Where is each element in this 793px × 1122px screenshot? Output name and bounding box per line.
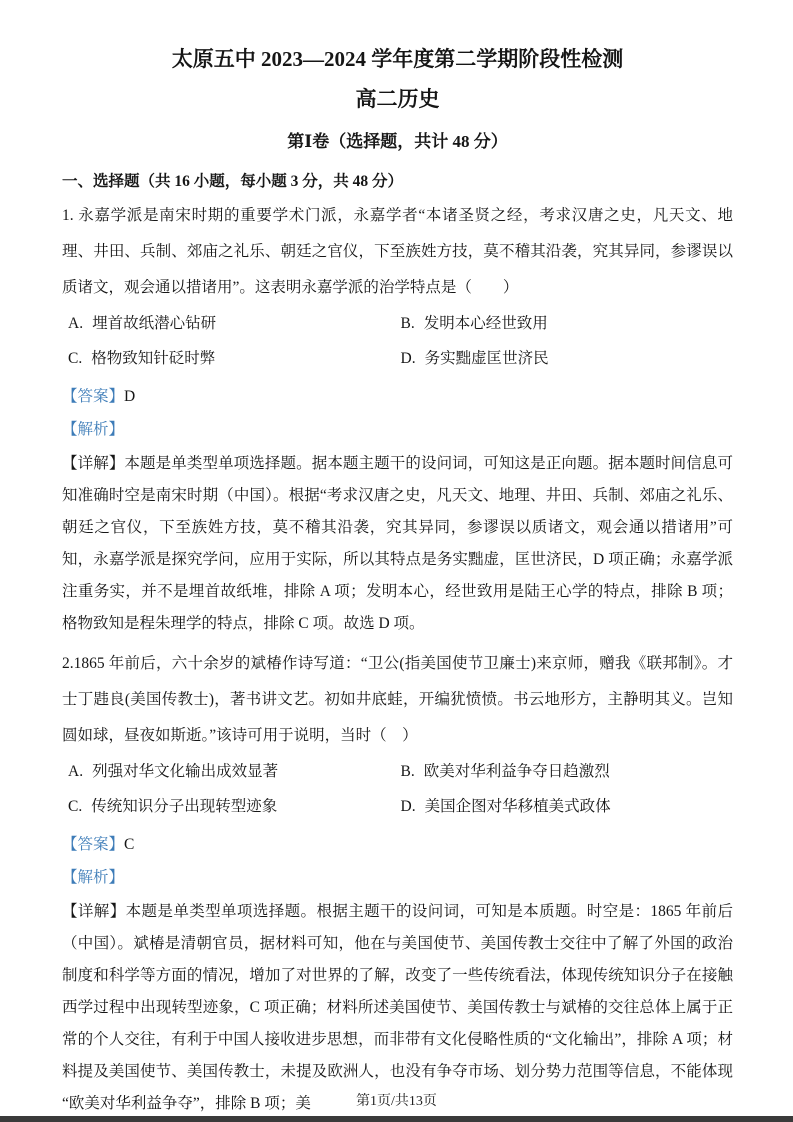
option-key: C. [68,798,83,815]
option-text: 格物致知针砭时弊 [91,350,216,367]
page-separator-bar [0,1116,793,1122]
question-1 [62,198,733,640]
option-text: 传统知识分子出现转型迹象 [91,798,278,815]
option-key: A. [68,315,84,332]
question-1-answer-line [62,380,733,413]
option-a [68,754,401,789]
exam-title: 太原五中 2023—2024 学年度第二学期阶段性检测 [171,47,624,71]
option-d [401,789,734,824]
option-text: 列强对华文化输出成效显著 [92,763,279,780]
answer-value: D [124,388,136,405]
question-2-stem: 2.1865 年前后，六十余岁的斌椿作诗写道：“卫公(指美国使节卫廉士)来京师，赠我《联邦制》。才士丁韪良(美国传教士)，著书讲文艺。初如井底蛙，开编犹愤愤。书云地形方，主静明其义。岂知圆如球，昼夜如斯逝。”该诗可用于说明，当时（ ） [62,655,733,744]
answer-label: 【答案】 [62,388,125,405]
question-1-detail: 【详解】本题是单类型单项选择题。据本题主题干的设问词，可知这是正向题。据本题时间信息可知准确时空是南宋时期（中国）。根据“考求汉唐之史，凡天文、地理、井田、兵制、郊庙之礼乐、朝廷之官仪，下至族姓方技，莫不稽其沿袭，究其异同，参谬误以质诸文，观会通以措诸用”可知，永嘉学派是探究学问，应用于实际，所以其特点是务实黜虚，匡世济民，D 项正确；永嘉学派注重务实，并不是埋首故纸堆，排除 A 项；发明本心，经世致用是陆王心学的特点，排除 B 项；格物致知是程朱理学的特点，排除 C 项。故选 D 项。 [62,455,733,632]
page-number-footer: 第1页/共13页 [356,1094,437,1109]
question-1-options [68,306,733,376]
option-b [401,306,734,341]
option-a [68,306,401,341]
option-text: 发明本心经世致用 [423,315,548,332]
analysis-label: 【解析】 [62,421,125,438]
question-1-stem: 1. 永嘉学派是南宋时期的重要学术门派，永嘉学者“本诸圣贤之经，考求汉唐之史，凡天文、地理、井田、兵制、郊庙之礼乐、朝廷之官仪，下至族姓方技，莫不稽其沿袭，究其异同，参谬误以质诸文，观会通以措诸用”。这表明永嘉学派的治学特点是（ ） [62,207,733,296]
option-text: 埋首故纸潜心钻研 [92,315,217,332]
option-text: 务实黜虚匡世济民 [424,350,549,367]
option-text: 欧美对华利益争夺日趋激烈 [423,763,610,780]
option-key: D. [400,798,416,815]
question-1-analysis-line [62,413,733,446]
option-key: B. [400,315,415,332]
option-key: B. [400,763,415,780]
question-2 [62,646,733,1120]
option-key: C. [68,350,83,367]
option-text: 美国企图对华移植美式政体 [424,798,611,815]
section-header: 一、选择题（共 16 小题，每小题 3 分，共 48 分） [62,173,404,190]
option-b [401,754,734,789]
exam-subject: 高二历史 [355,87,440,111]
question-2-answer-line [62,828,733,861]
question-2-detail: 【详解】本题是单类型单项选择题。根据主题干的设问词，可知是本质题。时空是：1865 年前后（中国）。斌椿是清朝官员，据材料可知，他在与美国使节、美国传教士交往中了解了外国的政治制度和科学等方面的情况，增加了对世界的了解，改变了一些传统看法，体现传统知识分子在接触西学过程中出现转型迹象，C 项正确；材料所述美国使节、美国传教士与斌椿的交往总体上属于正常的个人交往，有利于中国人接收进步思想，而非带有文化侵略性质的“文化输出”，排除 A 项；材料提及美国使节、美国传教士，未提及欧洲人，也没有争夺市场、划分势力范围等信息，不能体现“欧美对华利益争夺”，排除 B 项；美 [62,903,733,1112]
answer-value: C [124,836,135,853]
option-d [401,341,734,376]
option-key: A. [68,763,84,780]
question-2-analysis-line [62,861,733,894]
question-2-options [68,754,733,824]
option-c [68,789,401,824]
volume-header: 第Ⅰ卷（选择题，共计 48 分） [287,132,508,151]
option-key: D. [400,350,416,367]
option-c [68,341,401,376]
analysis-label: 【解析】 [62,869,125,886]
answer-label: 【答案】 [62,836,125,853]
